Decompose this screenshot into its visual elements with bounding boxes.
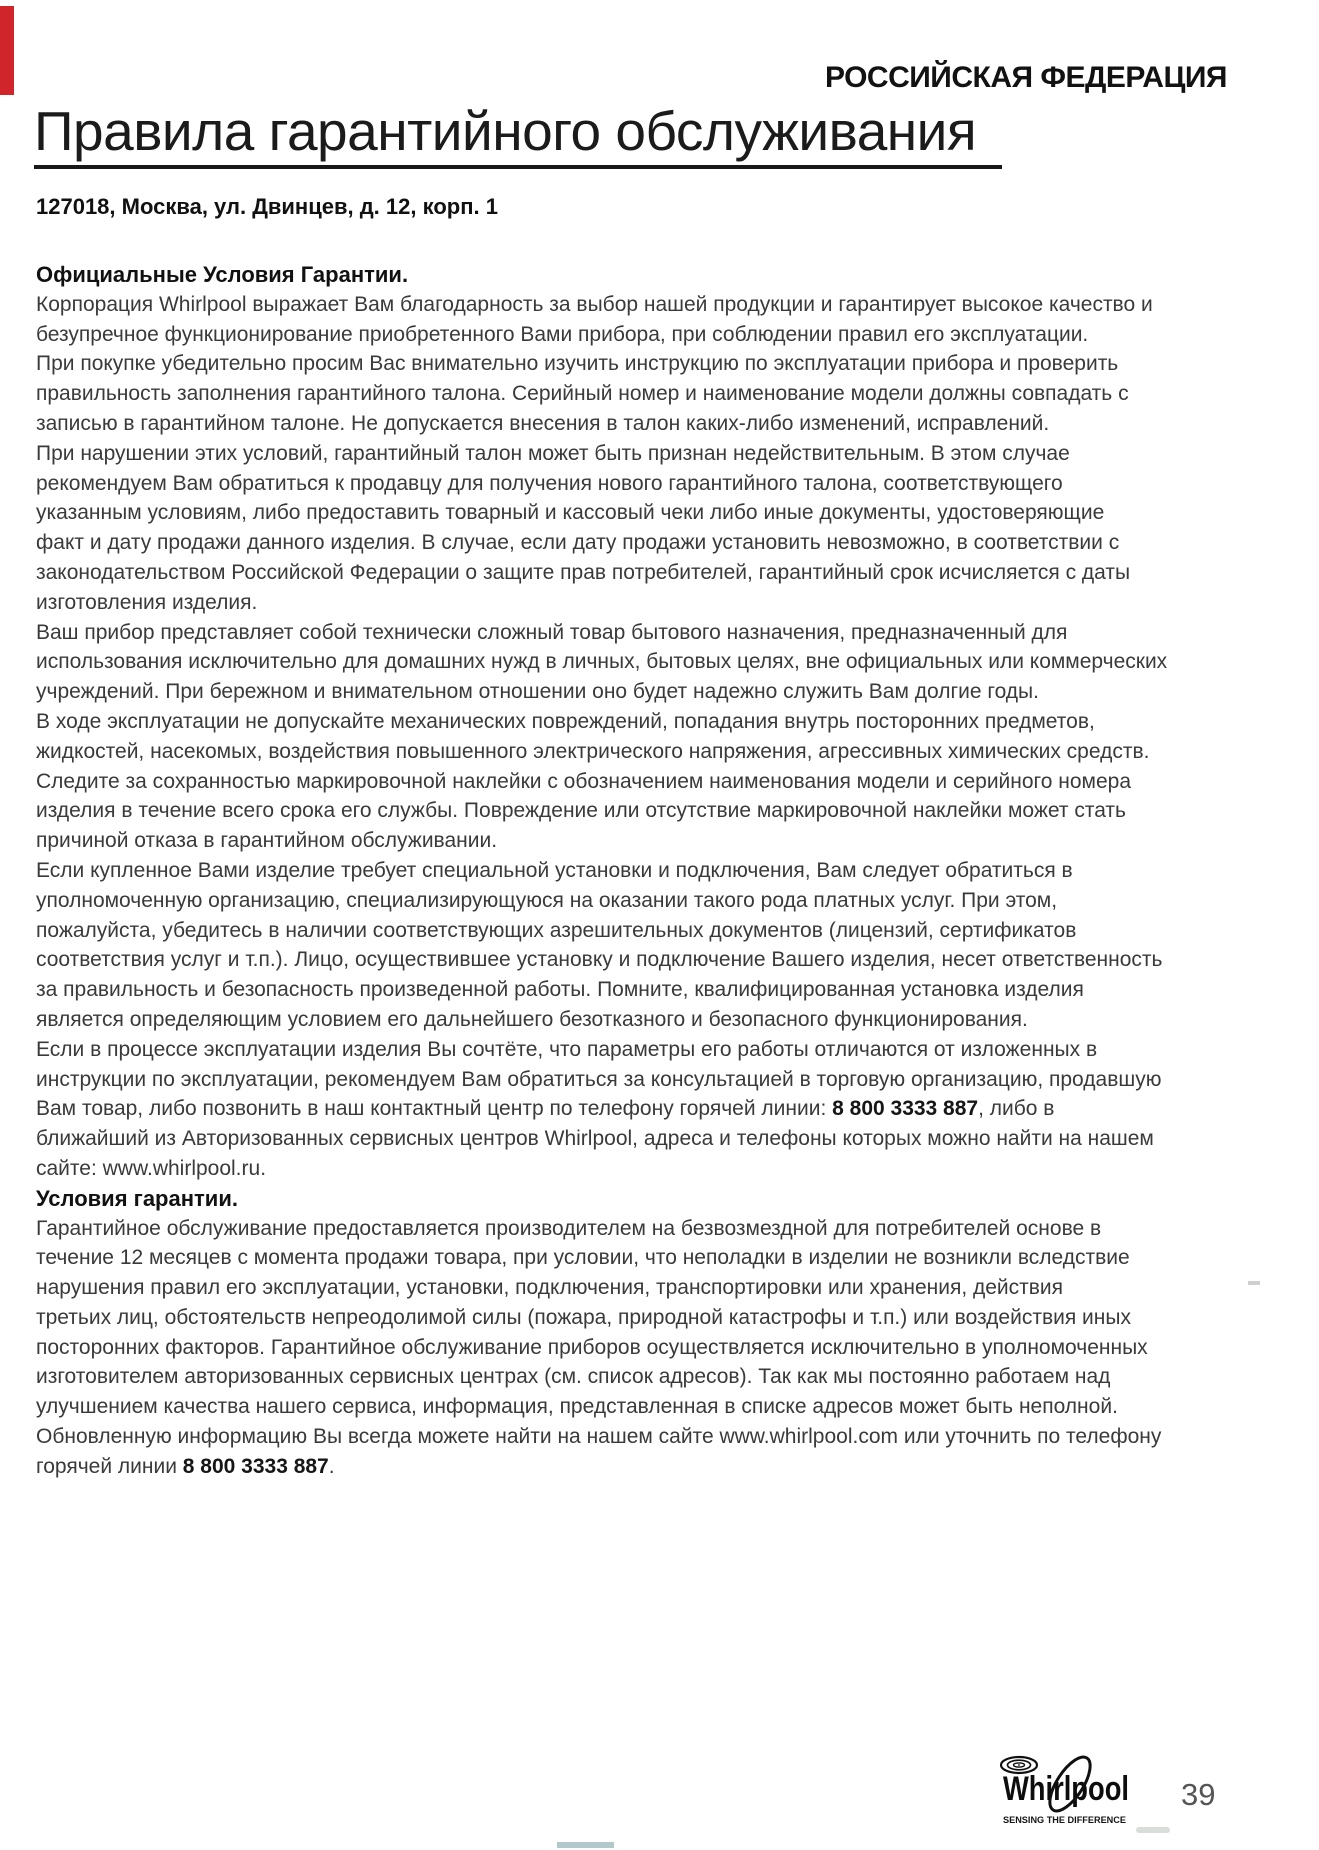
body-line: является определяющим условием его дальнейшего безотказного и безопасного функционирования. (36, 1007, 1028, 1031)
body-line: за правильность и безопасность произведенной работы. Помните, квалифицированная установка изделия (36, 978, 1084, 1002)
body-line: инструкции по эксплуатации, рекомендуем Вам обратиться за консультацией в торговую организацию, продавшую (36, 1067, 1162, 1091)
section-heading: Официальные Условия Гарантии. (36, 262, 409, 287)
body-line: В ходе эксплуатации не допускайте механических повреждений, попадания внутрь посторонних предметов, (36, 709, 1095, 733)
body-line: законодательством Российской Федерации о защите прав потребителей, гарантийный срок исчисляется с даты (36, 560, 1131, 584)
body-line: Корпорация Whirlpool выражает Вам благодарность за выбор нашей продукции и гарантирует высокое качество и (36, 292, 1153, 316)
body-line: Обновленную информацию Вы всегда можете найти на нашем сайте www.whirlpool.com или уточнить по телефону (36, 1425, 1162, 1449)
body-line: пожалуйста, убедитесь в наличии соответствующих азрешительных документов (лицензий, сертификатов (36, 918, 1077, 942)
body-line: улучшением качества нашего сервиса, информация, представленная в списке адресов может быть неполной. (36, 1395, 1118, 1419)
whirlpool-wordmark: Whirlpool (1003, 1770, 1129, 1808)
scan-artifact-dash (1248, 1281, 1260, 1285)
body-line: правильность заполнения гарантийного талона. Серийный номер и наименование модели должны совпадать с (36, 382, 1129, 406)
body-line: рекомендуем Вам обратиться к продавцу для получения нового гарантийного талона, соответствующего (36, 471, 1063, 495)
body-line: жидкостей, насекомых, воздействия повышенного электрического напряжения, агрессивных химических средств. (36, 739, 1150, 763)
body-line: причиной отказа в гарантийном обслуживании. (36, 829, 498, 853)
body-line: ближайший из Авторизованных сервисных центров Whirlpool, адреса и телефоны которых можно найти на нашем (36, 1127, 1154, 1151)
body-line: Если в процессе эксплуатации изделия Вы сочтёте, что параметры его работы отличаются от изложенных в (36, 1037, 1098, 1061)
page-number: 39 (1181, 1777, 1216, 1812)
body-line: третьих лиц, обстоятельств непреодолимой силы (пожара, природной катастрофы и т.п.) или воздействия иных (36, 1305, 1131, 1329)
body-line: течение 12 месяцев с момента продажи товара, при условии, что неполадки в изделии не возникли вследствие (36, 1246, 1130, 1270)
whirlpool-tagline: SENSING THE DIFFERENCE (1003, 1815, 1126, 1825)
body-line: использования исключительно для домашних нужд в личных, бытовых целях, вне официальных или коммерческих (36, 650, 1168, 674)
body-line: нарушения правил его эксплуатации, установки, подключения, транспортировки или хранения, действия (36, 1276, 1064, 1300)
scan-artifact-red-strip (0, 6, 14, 95)
country-header: РОССИЙСКАЯ ФЕДЕРАЦИЯ (824, 61, 1227, 94)
body-line: безупречное функционирование приобретенного Вами прибора, при соблюдении правил его эксплуатации. (36, 322, 1089, 346)
body-line: Гарантийное обслуживание предоставляется производителем на безвозмездной для потребителей основе в (36, 1216, 1102, 1240)
body-line: горячей линии 8 800 3333 887. (36, 1454, 335, 1478)
body-line: уполномоченную организацию, специализирующуюся на оказании такого рода платных услуг. При этом, (36, 888, 1058, 912)
body-line: изготовителем авторизованных сервисных центрах (см. список адресов). Так как мы постоянно работаем над (36, 1365, 1111, 1389)
scan-artifact-teal-strip (557, 1842, 614, 1848)
body-line: соответствия услуг и т.п.). Лицо, осуществившее установку и подключение Вашего изделия, несет ответственность (36, 948, 1163, 972)
document-body (36, 260, 1167, 1482)
body-line: записью в гарантийном талоне. Не допускается внесения в талон каких-либо изменений, исправлений. (36, 411, 1050, 435)
body-line: Если купленное Вами изделие требует специальной установки и подключения, Вам следует обратиться в (36, 858, 1073, 882)
body-line: изготовления изделия. (36, 590, 258, 614)
body-line: При нарушении этих условий, гарантийный талон может быть признан недействительным. В этом случае (36, 441, 1070, 465)
body-line: указанным условиям, либо предоставить товарный и кассовый чеки либо иные документы, удостоверяющие (36, 501, 1105, 525)
body-line: изделия в течение всего срока его службы. Повреждение или отсутствие маркировочной наклейки может стать (36, 799, 1126, 823)
body-line: учреждений. При бережном и внимательном отношении оно будет надежно служить Вам долгие годы. (36, 680, 1039, 704)
body-line: факт и дату продажи данного изделия. В случае, если дату продажи установить невозможно, в соответствии с (36, 531, 1120, 555)
page-title: Правила гарантийного обслуживания (34, 104, 1002, 169)
body-line: При покупке убедительно просим Вас внимательно изучить инструкцию по эксплуатации прибора и проверить (36, 352, 1119, 376)
address-line: 127018, Москва, ул. Двинцев, д. 12, корп. 1 (36, 194, 498, 219)
body-line: сайте: www.whirlpool.ru. (36, 1156, 267, 1180)
section-heading: Условия гарантии. (36, 1185, 238, 1211)
body-line: Ваш прибор представляет собой технически сложный товар бытового назначения, предназначенный для (36, 620, 1068, 644)
scan-artifact-smudge (1136, 1827, 1170, 1833)
body-line: Вам товар, либо позвонить в наш контактный центр по телефону горячей линии: 8 800 3333 887, либо в (36, 1097, 1055, 1121)
body-line: Следите за сохранностью маркировочной наклейки с обозначением наименования модели и серийного номера (36, 769, 1132, 793)
body-line: посторонних факторов. Гарантийное обслуживание приборов осуществляется исключительно в уполномоченных (36, 1335, 1148, 1359)
whirlpool-logo (998, 1750, 1158, 1835)
